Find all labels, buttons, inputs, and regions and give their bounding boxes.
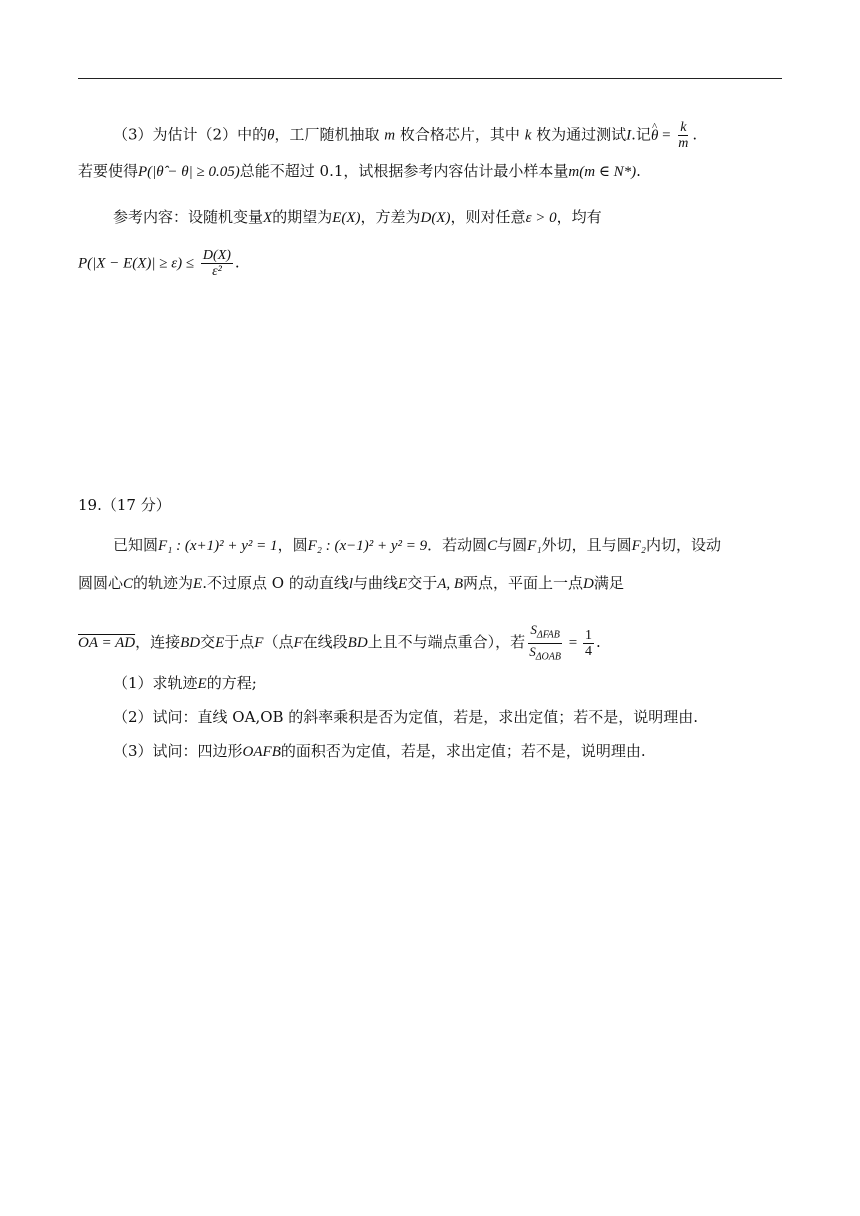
equals: = bbox=[658, 127, 675, 144]
text: 交于 bbox=[407, 574, 438, 592]
reference-inequality bbox=[78, 248, 240, 279]
text: .记 bbox=[631, 125, 651, 144]
text: . bbox=[234, 253, 240, 272]
var-I: I bbox=[626, 127, 632, 144]
frac-numerator: k bbox=[680, 120, 687, 135]
frac-denominator: ε² bbox=[212, 264, 222, 279]
text: 的面积否为定值，若是，求出定值；若不是，说明理由. bbox=[280, 742, 646, 760]
segment-BD: BD bbox=[347, 635, 368, 652]
text: 于点 bbox=[224, 633, 255, 652]
fraction-one-quarter bbox=[583, 628, 594, 659]
circle-F2-equation: F₂ : (x−1)² + y² = 9 bbox=[307, 538, 428, 554]
fraction-DX-over-eps2 bbox=[201, 248, 233, 279]
text: 枚合格芯片，其中 bbox=[399, 125, 520, 144]
var-C: C bbox=[123, 576, 134, 592]
q19-sub1 bbox=[113, 672, 257, 695]
header-rule bbox=[78, 78, 782, 79]
theta: θ bbox=[267, 127, 275, 144]
q18-part3-line2 bbox=[78, 160, 641, 183]
frac-numerator bbox=[528, 622, 561, 644]
probability-expression: P(|θ̂ − θ| ≥ 0.05) bbox=[138, 164, 240, 180]
theta-hat: ^ θ bbox=[651, 125, 658, 147]
circle-F1-equation: F₁ : (x+1)² + y² = 1 bbox=[158, 538, 278, 554]
area-ratio-fraction bbox=[527, 622, 563, 664]
text: （3）为估计（2）中的 bbox=[113, 125, 268, 144]
text: 内切，设动 bbox=[645, 536, 721, 554]
text: . bbox=[595, 633, 601, 652]
text: ，连接 bbox=[135, 633, 181, 652]
var-l: l bbox=[348, 576, 353, 592]
frac-numerator: D(X) bbox=[202, 248, 231, 263]
equals: = bbox=[565, 635, 581, 652]
vector-equation: OA = AD bbox=[78, 635, 136, 652]
var-F: F bbox=[254, 635, 264, 652]
text: 总能不超过 0.1，试根据参考内容估计最小样本量 bbox=[239, 162, 569, 180]
var-F1: F₁ bbox=[527, 538, 542, 554]
text: ，工厂随机抽取 bbox=[274, 125, 380, 144]
points-A-B: A, B bbox=[437, 576, 464, 592]
var-X: X bbox=[263, 210, 273, 226]
fraction-k-over-m bbox=[676, 120, 690, 151]
q19-para-line3 bbox=[78, 622, 601, 664]
expectation: E(X) bbox=[332, 210, 361, 226]
text: 与曲线 bbox=[353, 574, 399, 592]
text: . bbox=[692, 125, 698, 144]
text: 的方程; bbox=[206, 674, 257, 692]
variance: D(X) bbox=[420, 210, 451, 226]
text: ，圆 bbox=[277, 536, 308, 554]
var-F: F bbox=[293, 635, 303, 652]
text: 两点，平面上一点 bbox=[463, 574, 584, 592]
frac-denominator: 4 bbox=[584, 643, 592, 659]
text: 若要使得 bbox=[78, 162, 139, 180]
text: 的轨迹为 bbox=[133, 574, 194, 592]
text: （点 bbox=[263, 633, 294, 652]
area-subscript: ΔOAB bbox=[535, 651, 561, 663]
q19-para-line1 bbox=[113, 534, 721, 557]
m-expression: m(m ∈ N*) bbox=[568, 164, 637, 180]
text: 的期望为 bbox=[272, 208, 333, 226]
text: 圆圆心 bbox=[78, 574, 124, 592]
segment-BD: BD bbox=[180, 635, 201, 652]
q18-part3-line1 bbox=[113, 120, 697, 151]
var-E: E bbox=[197, 676, 207, 692]
text: ．若动圆 bbox=[427, 536, 488, 554]
text: ，则对任意 bbox=[450, 208, 526, 226]
text: ，方差为 bbox=[360, 208, 421, 226]
reference-line1 bbox=[113, 206, 602, 229]
text: （3）试问：四边形 bbox=[113, 742, 243, 760]
var-k: k bbox=[524, 127, 532, 144]
var-E: E bbox=[215, 635, 225, 652]
var-E: E bbox=[398, 576, 408, 592]
frac-numerator: 1 bbox=[584, 627, 592, 643]
text: 上且不与端点重合），若 bbox=[367, 633, 526, 652]
text: 与圆 bbox=[497, 536, 528, 554]
quadrilateral-OAFB: OAFB bbox=[242, 744, 281, 760]
chebyshev-left: P(|X − E(X)| ≥ ε) ≤ bbox=[78, 255, 195, 272]
text: 在线段 bbox=[302, 633, 348, 652]
var-C: C bbox=[487, 538, 498, 554]
text: 外切，且与圆 bbox=[541, 536, 632, 554]
frac-denominator: m bbox=[678, 136, 689, 151]
q19-para-line2 bbox=[78, 572, 624, 595]
area-S: S bbox=[529, 643, 536, 659]
text: ，均有 bbox=[556, 208, 602, 226]
var-F2: F₂ bbox=[631, 538, 646, 554]
q19-sub2: （2）试问：直线 OA,OB 的斜率乘积是否为定值，若是，求出定值；若不是，说明理由. bbox=[113, 708, 699, 726]
text: 交 bbox=[200, 633, 216, 652]
frac-denominator bbox=[527, 644, 563, 665]
text: 已知圆 bbox=[113, 536, 159, 554]
text: 枚为通过测试 bbox=[536, 125, 627, 144]
text: .不过原点 O 的动直线 bbox=[202, 574, 349, 592]
area-S: S bbox=[530, 622, 537, 637]
var-D: D bbox=[583, 576, 594, 592]
text: （1）求轨迹 bbox=[113, 674, 198, 692]
text: 参考内容：设随机变量 bbox=[113, 208, 264, 226]
q19-sub3 bbox=[113, 740, 646, 763]
text: . bbox=[636, 162, 641, 180]
epsilon-condition: ε > 0 bbox=[525, 210, 557, 226]
text: 满足 bbox=[593, 574, 624, 592]
area-subscript: ΔFAB bbox=[536, 629, 560, 641]
var-E: E bbox=[193, 576, 203, 592]
q19-header: 19.（17 分） bbox=[78, 496, 171, 514]
var-m: m bbox=[384, 127, 396, 144]
